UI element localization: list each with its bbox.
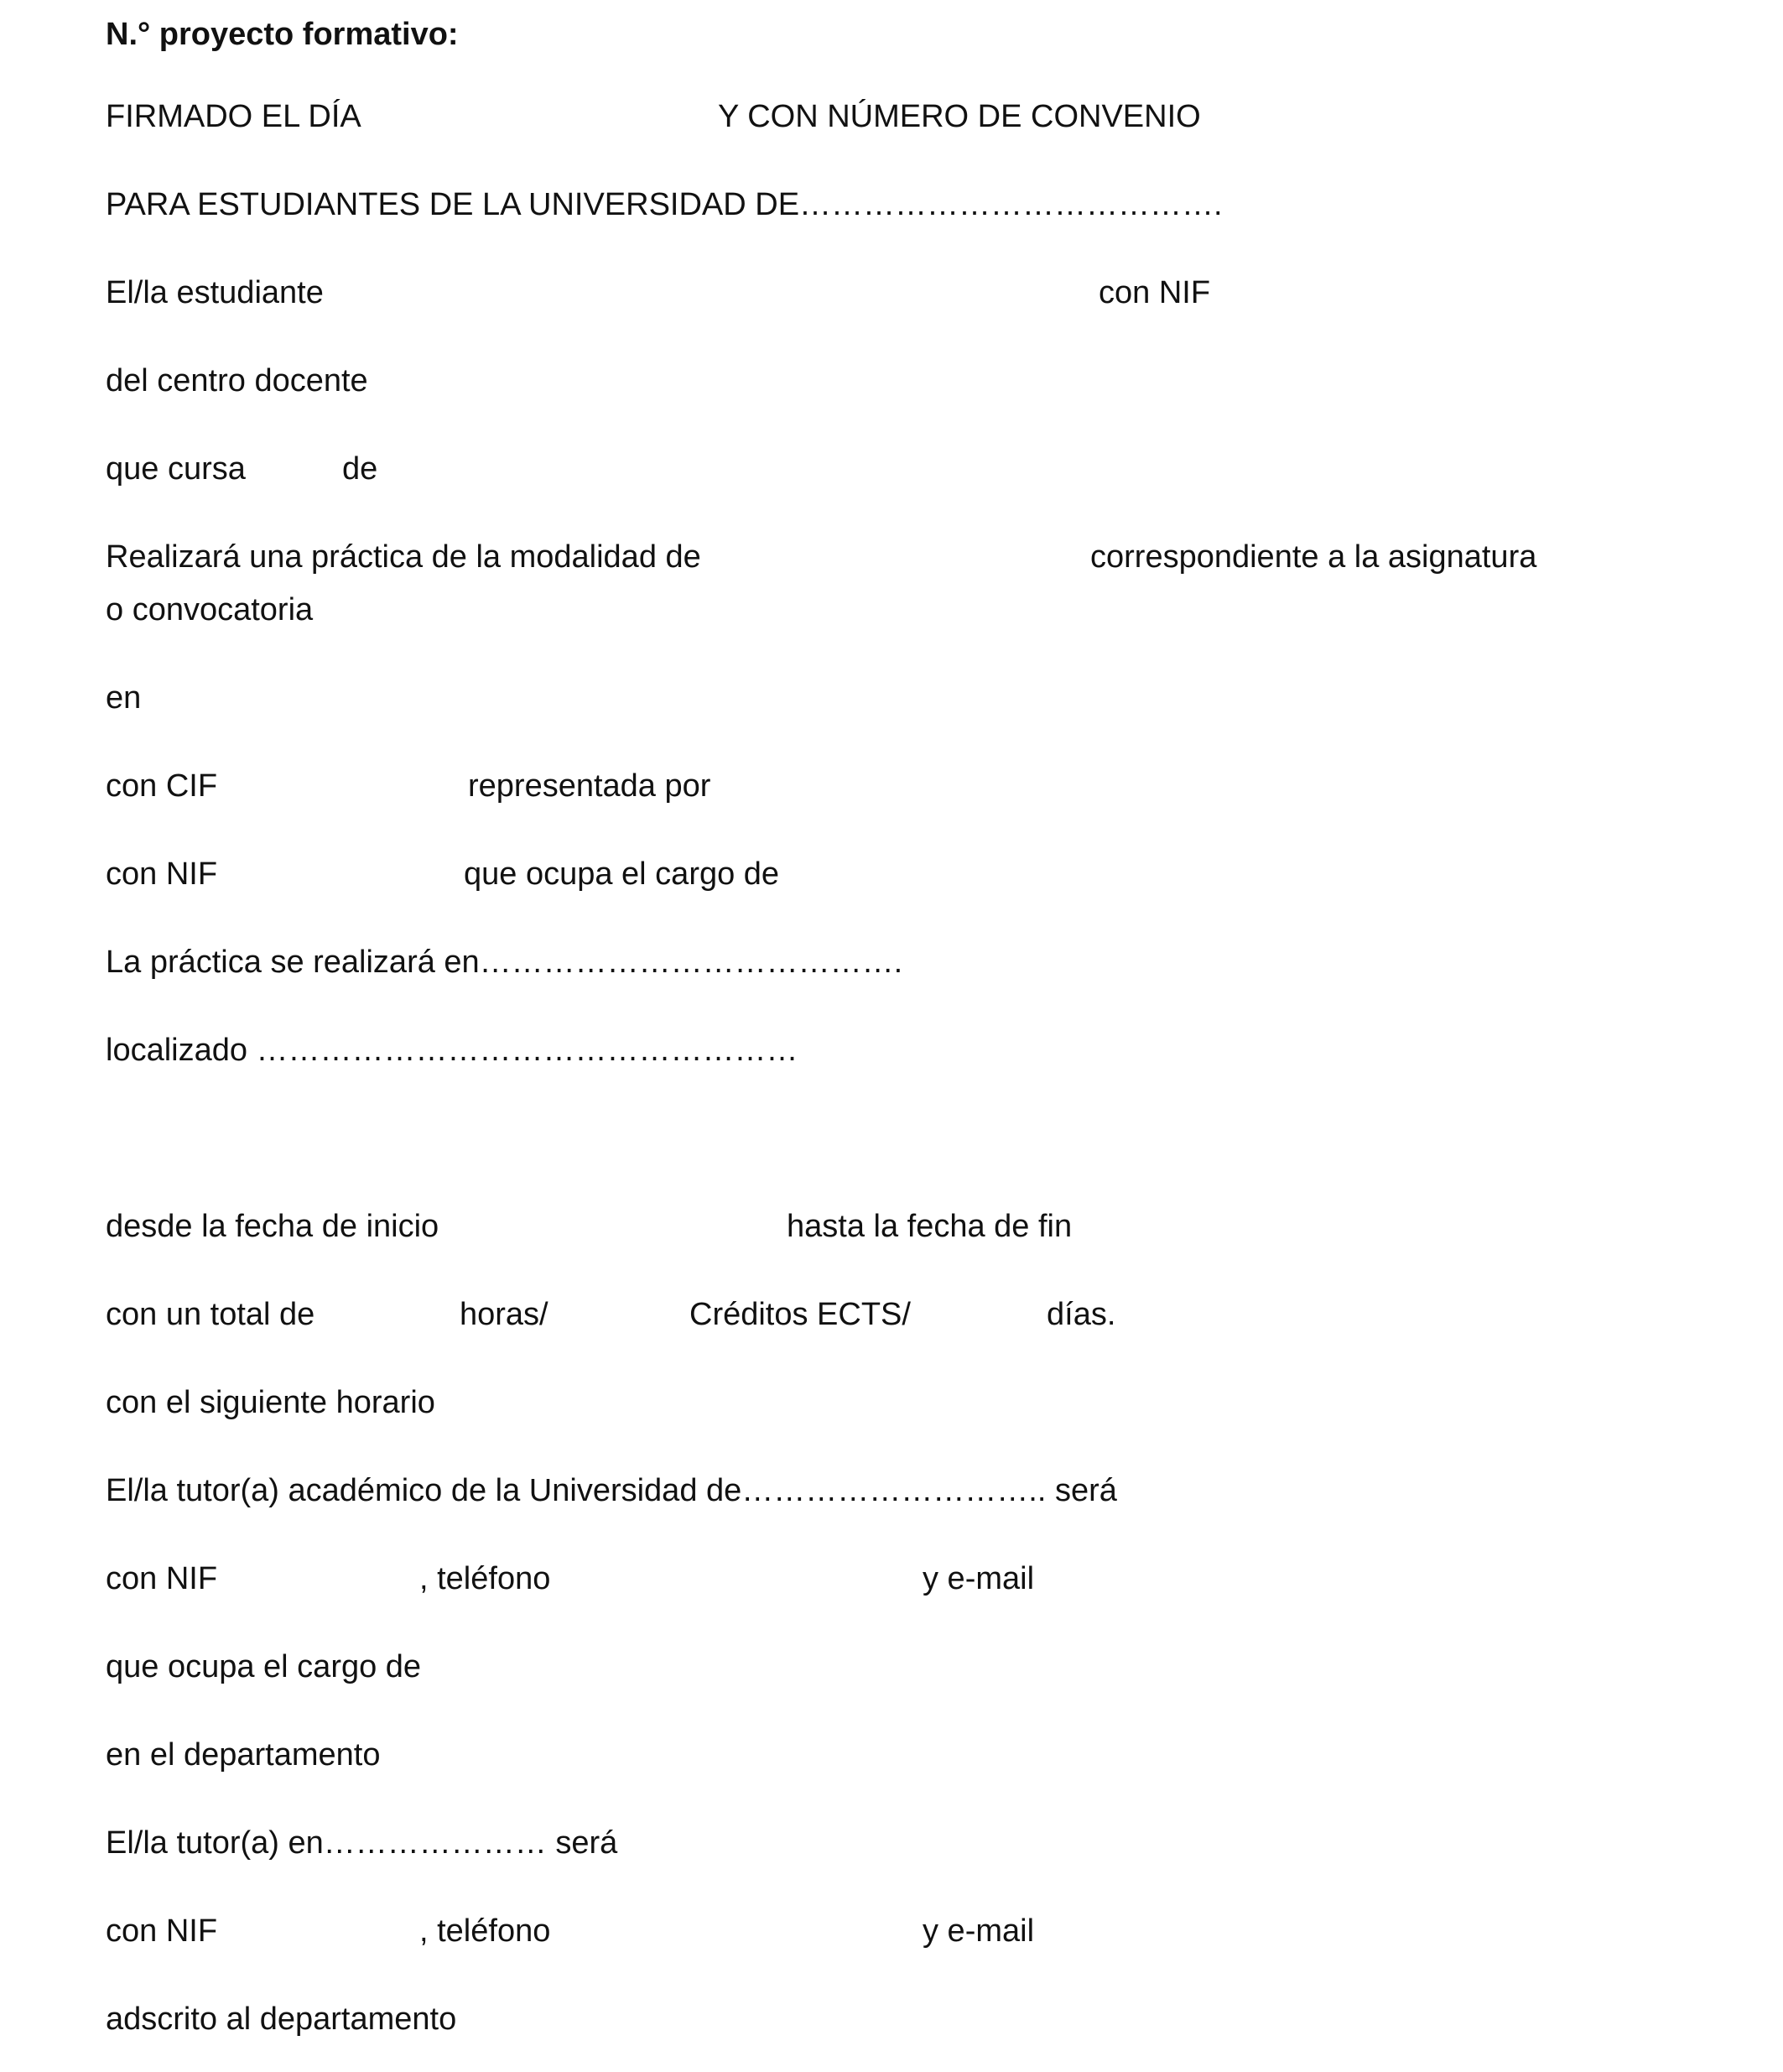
tutor-entidad-departamento-label: adscrito al departamento <box>106 2002 457 2037</box>
representada-label: representada por <box>468 768 711 804</box>
lugar-row <box>0 946 1783 990</box>
fecha-fin-label: hasta la fecha de fin <box>787 1209 1073 1244</box>
firmado-label: FIRMADO EL DÍA <box>106 99 361 134</box>
tutor-entidad-departamento-row <box>0 2003 1783 2047</box>
representante-row <box>0 858 1783 902</box>
tutor-entidad-row <box>0 1827 1783 1871</box>
universidad-row <box>0 189 1783 232</box>
localizado-line: localizado …………………………………………… <box>106 1033 798 1068</box>
total-label: con un total de <box>106 1297 315 1332</box>
horas-label: horas/ <box>460 1297 548 1332</box>
universidad-line: PARA ESTUDIANTES DE LA UNIVERSIDAD DE…………………………………. <box>106 187 1223 222</box>
convocatoria-row <box>0 594 1783 638</box>
practica-asignatura-label: correspondiente a la asignatura <box>1090 539 1537 575</box>
estudiante-row <box>0 277 1783 320</box>
tutor-academico-departamento-row <box>0 1739 1783 1783</box>
cursa-row <box>0 453 1783 497</box>
en-label: en <box>106 680 142 716</box>
firmado-row <box>0 101 1783 144</box>
practica-row <box>0 541 1783 585</box>
dias-label: días. <box>1047 1297 1116 1332</box>
localizado-row <box>0 1034 1783 1078</box>
fecha-inicio-label: desde la fecha de inicio <box>106 1209 439 1244</box>
tutor-academico-departamento-label: en el departamento <box>106 1737 381 1773</box>
representante-cargo-label: que ocupa el cargo de <box>464 856 780 892</box>
tutor-entidad-line: El/la tutor(a) en………………… será <box>106 1825 618 1861</box>
creditos-label: Créditos ECTS/ <box>689 1297 911 1332</box>
convenio-label: Y CON NÚMERO DE CONVENIO <box>718 99 1201 134</box>
tutor-entidad-nif-label: con NIF <box>106 1913 218 1949</box>
fechas-row <box>0 1210 1783 1254</box>
estudiante-label: El/la estudiante <box>106 275 324 310</box>
tutor-academico-email-label: y e-mail <box>923 1561 1035 1596</box>
cursa-label: que cursa <box>106 451 246 487</box>
entidad-row <box>0 770 1783 814</box>
tutor-entidad-telefono-label: , teléfono <box>419 1913 551 1949</box>
representante-nif-label: con NIF <box>106 856 218 892</box>
tutor-academico-contact-row <box>0 1563 1783 1606</box>
tutor-academico-nif-label: con NIF <box>106 1561 218 1596</box>
form-title: N.° proyecto formativo: <box>106 17 459 52</box>
centro-docente-label: del centro docente <box>106 363 368 398</box>
cursa-de-label: de <box>342 451 378 487</box>
horario-label: con el siguiente horario <box>106 1385 435 1420</box>
horario-row <box>0 1387 1783 1430</box>
practica-modalidad-label: Realizará una práctica de la modalidad de <box>106 539 701 575</box>
form-title-row <box>0 18 1783 62</box>
tutor-entidad-email-label: y e-mail <box>923 1913 1035 1949</box>
tutor-academico-row <box>0 1475 1783 1518</box>
entidad-cif-label: con CIF <box>106 768 218 804</box>
convocatoria-label: o convocatoria <box>106 592 314 627</box>
centro-docente-row <box>0 365 1783 409</box>
total-row <box>0 1299 1783 1342</box>
tutor-academico-cargo-label: que ocupa el cargo de <box>106 1649 422 1684</box>
en-row <box>0 682 1783 726</box>
lugar-line: La práctica se realizará en…………………………………. <box>106 945 903 980</box>
tutor-academico-cargo-row <box>0 1651 1783 1695</box>
tutor-academico-telefono-label: , teléfono <box>419 1561 551 1596</box>
estudiante-nif-label: con NIF <box>1099 275 1211 310</box>
tutor-academico-line: El/la tutor(a) académico de la Universidad de……………………….. será <box>106 1473 1117 1508</box>
tutor-entidad-contact-row <box>0 1915 1783 1959</box>
